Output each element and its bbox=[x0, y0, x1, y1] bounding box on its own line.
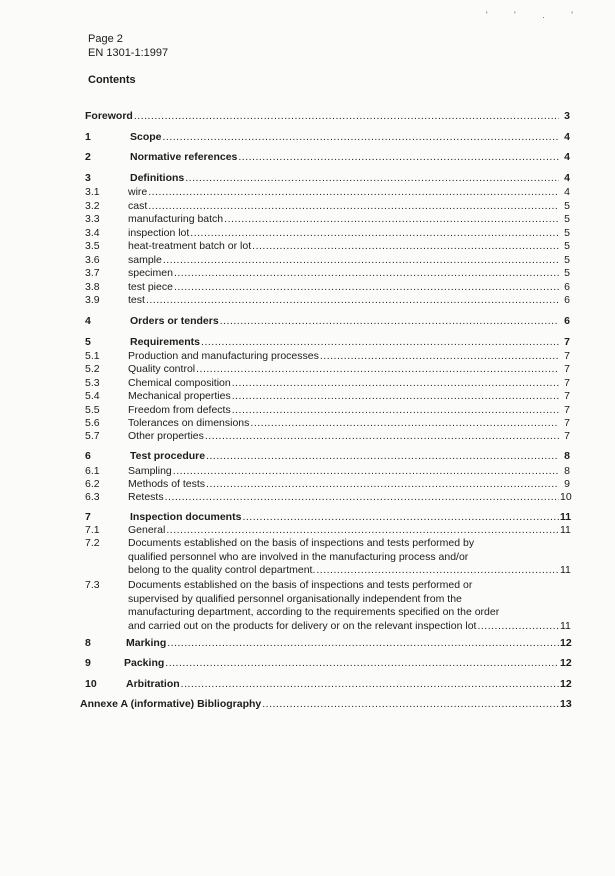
dot-leader bbox=[185, 172, 559, 185]
toc-entry[interactable] bbox=[126, 637, 570, 650]
toc-page-number: 7 bbox=[564, 363, 570, 375]
dot-leader bbox=[163, 131, 559, 144]
toc-section-number: 3 bbox=[85, 172, 91, 184]
toc-page-number: 7 bbox=[564, 350, 570, 362]
toc-section-number: 3.8 bbox=[85, 281, 100, 293]
toc-entry-title: Freedom from defects bbox=[128, 404, 231, 416]
dot-leader bbox=[196, 363, 559, 376]
toc-page-number: 12 bbox=[560, 657, 572, 669]
toc-entry-foreword[interactable] bbox=[85, 110, 570, 123]
dot-leader bbox=[224, 213, 559, 226]
toc-entry-title: cast bbox=[128, 200, 148, 212]
toc-page-number: 12 bbox=[560, 637, 572, 649]
toc-entry-title: specimen bbox=[128, 267, 173, 279]
dot-leader bbox=[205, 430, 559, 443]
toc-entry[interactable] bbox=[128, 404, 570, 417]
toc-entry-title: inspection lot bbox=[128, 227, 190, 239]
toc-entry-title: Inspection documents bbox=[130, 511, 242, 523]
dot-leader bbox=[174, 281, 559, 294]
toc-section-number: 5.7 bbox=[85, 430, 100, 442]
contents-heading: Contents bbox=[88, 74, 136, 86]
toc-entry[interactable] bbox=[130, 511, 570, 524]
toc-section-number: 3.1 bbox=[85, 186, 100, 198]
toc-page-number: 4 bbox=[564, 131, 570, 143]
toc-entry-title: test bbox=[128, 294, 145, 306]
toc-section-number: 3.4 bbox=[85, 227, 100, 239]
toc-section-number: 7 bbox=[85, 511, 91, 523]
toc-entry[interactable] bbox=[128, 478, 570, 491]
toc-section-number: 5.4 bbox=[85, 390, 100, 402]
toc-entry-title: manufacturing batch bbox=[128, 213, 224, 225]
toc-section-number: 1 bbox=[85, 131, 91, 143]
dot-leader bbox=[165, 657, 559, 670]
toc-page-number: 8 bbox=[564, 465, 570, 477]
toc-page-number: 4 bbox=[564, 186, 570, 198]
toc-entry-title: Test procedure bbox=[130, 450, 206, 462]
toc-page-number: 6 bbox=[564, 281, 570, 293]
toc-page-number: 7 bbox=[564, 390, 570, 402]
toc-page-number: 7 bbox=[564, 404, 570, 416]
toc-entry-multiline[interactable] bbox=[128, 537, 570, 578]
toc-entry-title: Mechanical properties bbox=[128, 390, 231, 402]
toc-entry[interactable] bbox=[128, 430, 570, 443]
toc-entry-title: Production and manufacturing processes bbox=[128, 350, 319, 362]
dot-leader bbox=[316, 564, 559, 578]
toc-section-number: 3.3 bbox=[85, 213, 100, 225]
toc-entry-title: Requirements bbox=[130, 336, 201, 348]
toc-entry-title: Orders or tenders bbox=[130, 315, 219, 327]
dot-leader bbox=[190, 227, 559, 240]
toc-entry[interactable] bbox=[130, 336, 570, 349]
toc-section-number: 3.2 bbox=[85, 200, 100, 212]
dot-leader bbox=[232, 377, 559, 390]
toc-entry[interactable] bbox=[128, 465, 570, 478]
toc-entry[interactable] bbox=[126, 678, 570, 691]
toc-page-number: 5 bbox=[564, 227, 570, 239]
toc-entry-title: Scope bbox=[130, 131, 162, 143]
toc-page-number: 4 bbox=[564, 172, 570, 184]
toc-page-number: 5 bbox=[564, 213, 570, 225]
toc-section-number: 3.6 bbox=[85, 254, 100, 266]
toc-section-number: 10 bbox=[85, 678, 97, 690]
toc-section-number: 2 bbox=[85, 151, 91, 163]
toc-entry[interactable] bbox=[128, 350, 570, 363]
toc-section-number: 7.1 bbox=[85, 524, 100, 536]
toc-page-number: 5 bbox=[564, 200, 570, 212]
toc-entry[interactable] bbox=[128, 186, 570, 199]
toc-entry-multiline[interactable] bbox=[128, 579, 570, 633]
toc-entry[interactable] bbox=[128, 213, 570, 226]
dot-leader bbox=[320, 350, 559, 363]
toc-section-number: 5.3 bbox=[85, 377, 100, 389]
dot-leader bbox=[173, 465, 559, 478]
toc-section-number: 3.9 bbox=[85, 294, 100, 306]
toc-section-number: 9 bbox=[85, 657, 91, 669]
toc-entry-line: supervised by qualified personnel organisationally independent from the bbox=[128, 592, 462, 605]
toc-entry-title: Arbitration bbox=[126, 678, 180, 690]
toc-page-number: 7 bbox=[564, 430, 570, 442]
toc-section-number: 6.1 bbox=[85, 465, 100, 477]
dot-leader bbox=[206, 450, 559, 463]
toc-page-number: 4 bbox=[564, 151, 570, 163]
toc-entry-title: Sampling bbox=[128, 465, 172, 477]
toc-entry[interactable] bbox=[130, 172, 570, 185]
toc-page-number: 8 bbox=[564, 450, 570, 462]
dot-leader bbox=[174, 267, 559, 280]
toc-section-number: 5.2 bbox=[85, 363, 100, 375]
dot-leader bbox=[262, 698, 559, 711]
toc-entry[interactable] bbox=[128, 417, 570, 430]
toc-page-number: 11 bbox=[560, 619, 571, 632]
toc-entry-line: Documents established on the basis of inspections and tests performed or bbox=[128, 579, 473, 591]
toc-entry[interactable] bbox=[128, 377, 570, 390]
toc-entry-title: sample bbox=[128, 254, 162, 266]
toc-section-number: 6.2 bbox=[85, 478, 100, 490]
dot-leader bbox=[166, 524, 559, 537]
dot-leader bbox=[165, 491, 559, 504]
toc-page-number: 7 bbox=[564, 336, 570, 348]
toc-entry-title: Tolerances on dimensions bbox=[128, 417, 250, 429]
toc-entry[interactable] bbox=[128, 390, 570, 403]
toc-entry-line: Documents established on the basis of inspections and tests performed by bbox=[128, 537, 475, 549]
toc-entry[interactable] bbox=[128, 200, 570, 213]
toc-page-number: 5 bbox=[564, 240, 570, 252]
toc-section-number: 5 bbox=[85, 336, 91, 348]
toc-page-number: 9 bbox=[564, 478, 570, 490]
toc-entry[interactable] bbox=[130, 131, 570, 144]
dot-leader bbox=[134, 110, 559, 123]
toc-entry-title: General bbox=[128, 524, 166, 536]
toc-section-number: 7.2 bbox=[85, 537, 100, 549]
toc-entry-title: wire bbox=[128, 186, 148, 198]
dot-leader bbox=[477, 620, 559, 634]
scan-marks: ' ' . ' bbox=[485, 10, 585, 20]
toc-page-number: 10 bbox=[560, 491, 572, 503]
toc-entry[interactable] bbox=[128, 254, 570, 267]
toc-section-number: 5.1 bbox=[85, 350, 100, 362]
dot-leader bbox=[252, 240, 559, 253]
dot-leader bbox=[163, 254, 559, 267]
standard-number: EN 1301-1:1997 bbox=[88, 47, 169, 59]
toc-entry[interactable] bbox=[130, 151, 570, 164]
toc-section-number: 6.3 bbox=[85, 491, 100, 503]
toc-section-number: 8 bbox=[85, 637, 91, 649]
toc-entry[interactable] bbox=[128, 294, 570, 307]
toc-entry-line: manufacturing department, according to the requirements specified on the order bbox=[128, 606, 500, 618]
toc-section-number: 5.6 bbox=[85, 417, 100, 429]
toc-page-number: 3 bbox=[564, 110, 570, 122]
toc-entry-title: Chemical composition bbox=[128, 377, 231, 389]
toc-page-number: 7 bbox=[564, 377, 570, 389]
dot-leader bbox=[232, 390, 559, 403]
toc-page-number: 13 bbox=[560, 698, 572, 710]
toc-entry[interactable] bbox=[130, 450, 570, 463]
toc-entry-title: heat-treatment batch or lot bbox=[128, 240, 252, 252]
toc-section-number: 4 bbox=[85, 315, 91, 327]
dot-leader bbox=[167, 637, 559, 650]
dot-leader bbox=[148, 186, 559, 199]
toc-section-number: 5.5 bbox=[85, 404, 100, 416]
toc-entry-annex[interactable] bbox=[80, 698, 570, 711]
dot-leader bbox=[148, 200, 559, 213]
toc-page-number: 5 bbox=[564, 267, 570, 279]
dot-leader bbox=[201, 336, 559, 349]
toc-entry[interactable] bbox=[128, 491, 570, 504]
toc-entry[interactable] bbox=[128, 267, 570, 280]
toc-entry[interactable] bbox=[128, 363, 570, 376]
toc-page-number: 11 bbox=[560, 524, 571, 536]
dot-leader bbox=[242, 511, 559, 524]
toc-entry[interactable] bbox=[124, 657, 570, 670]
toc-entry-line: belong to the quality control department. bbox=[128, 564, 316, 576]
toc-page-number: 11 bbox=[560, 564, 571, 576]
toc-entry-title: Quality control bbox=[128, 363, 196, 375]
toc-entry-title: Retests bbox=[128, 491, 164, 503]
toc-entry[interactable] bbox=[128, 227, 570, 240]
toc-page-number: 11 bbox=[560, 511, 572, 523]
toc-entry[interactable] bbox=[128, 524, 570, 537]
toc-page-number: 5 bbox=[564, 254, 570, 266]
page-number: Page 2 bbox=[88, 33, 123, 45]
toc-entry-line: and carried out on the products for delivery or on the relevant inspection lot bbox=[128, 619, 477, 632]
toc-page-number: 6 bbox=[564, 294, 570, 306]
toc-entry-title: test piece bbox=[128, 281, 173, 293]
dot-leader bbox=[181, 678, 559, 691]
toc-entry-title: Packing bbox=[124, 657, 165, 669]
toc-entry[interactable] bbox=[130, 315, 570, 328]
toc-section-number: 3.7 bbox=[85, 267, 100, 279]
toc-page-number: 6 bbox=[564, 315, 570, 327]
toc-entry-title: Annexe A (informative) Bibliography bbox=[80, 698, 262, 710]
toc-entry-title: Methods of tests bbox=[128, 478, 206, 490]
dot-leader bbox=[220, 315, 559, 328]
toc-section-number: 6 bbox=[85, 450, 91, 462]
toc-entry-title: Definitions bbox=[130, 172, 185, 184]
toc-section-number: 7.3 bbox=[85, 579, 100, 591]
toc-entry-title: Other properties bbox=[128, 430, 204, 442]
toc-entry-title: Marking bbox=[126, 637, 167, 649]
dot-leader bbox=[232, 404, 559, 417]
toc-entry-title: Normative references bbox=[130, 151, 238, 163]
toc-entry-title: Foreword bbox=[85, 110, 133, 122]
dot-leader bbox=[146, 294, 559, 307]
toc-section-number: 3.5 bbox=[85, 240, 100, 252]
toc-page-number: 12 bbox=[560, 678, 572, 690]
toc-entry[interactable] bbox=[128, 240, 570, 253]
toc-entry[interactable] bbox=[128, 281, 570, 294]
dot-leader bbox=[238, 151, 559, 164]
toc-page-number: 7 bbox=[564, 417, 570, 429]
toc-entry-line: qualified personnel who are involved in the manufacturing process and/or bbox=[128, 550, 469, 563]
dot-leader bbox=[206, 478, 559, 491]
dot-leader bbox=[250, 417, 559, 430]
